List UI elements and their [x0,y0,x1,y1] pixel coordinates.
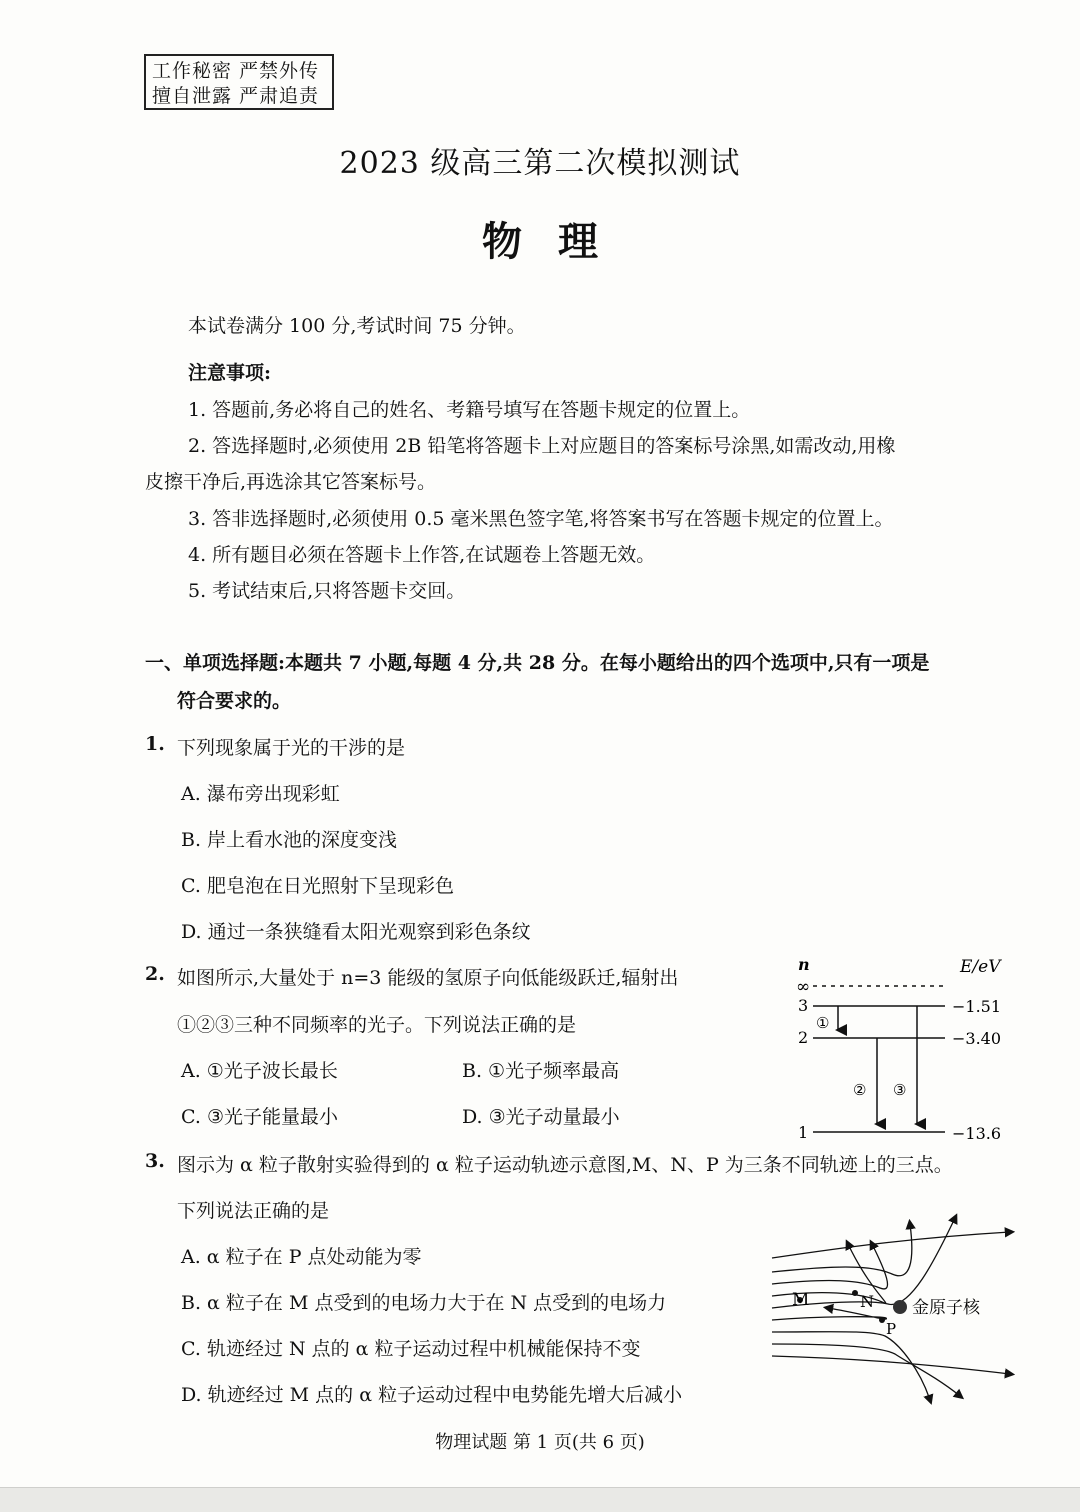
note-item: 4. 所有题目必须在答题卡上作答,在试题卷上答题无效。 [188,544,656,566]
point-p-label: P [886,1320,897,1338]
point-p [879,1317,885,1323]
trajectory-path [772,1344,960,1396]
point-m-label: M [792,1290,810,1310]
level-1-n: 1 [798,1123,809,1142]
question-stem: 图示为 α 粒子散射实验得到的 α 粒子运动轨迹示意图,M、N、P 为三条不同轨迹上的三点。 [177,1154,953,1176]
confidential-notice [144,54,334,110]
option-a: A. α 粒子在 P 点处动能为零 [181,1246,422,1268]
option-d: D. ③光子动量最小 [462,1106,620,1128]
confidential-line-1: 工作秘密 严禁外传 [152,60,320,82]
transition-2-label: ② [853,1081,867,1099]
alpha-scattering-diagram [760,1210,1020,1410]
n-axis-label: n [798,955,810,974]
question-stem-cont: 下列说法正确的是 [177,1200,330,1222]
level-2-energy: −3.40 [952,1029,1002,1048]
level-2-n: 2 [798,1028,809,1047]
trajectory-path [772,1356,1010,1374]
question-number: 1. [145,733,165,755]
note-item: 1. 答题前,务必将自己的姓名、考籍号填写在答题卡规定的位置上。 [188,399,751,421]
question-stem-cont: ①②③三种不同频率的光子。下列说法正确的是 [177,1014,577,1036]
note-item: 2. 答选择题时,必须使用 2B 铅笔将答题卡上对应题目的答案标号涂黑,如需改动,用橡 [188,435,896,457]
transition-1-label: ① [816,1014,830,1032]
option-b: B. ①光子频率最高 [462,1060,620,1082]
option-b: B. α 粒子在 M 点受到的电场力大于在 N 点受到的电场力 [181,1292,667,1314]
page-bottom-edge [0,1487,1080,1512]
option-b: B. 岸上看水池的深度变浅 [181,829,398,851]
confidential-line-2: 擅自泄露 严肃追责 [152,85,320,107]
notes-heading: 注意事项: [188,362,272,384]
level-1-energy: −13.6 [952,1124,1002,1143]
option-d: D. 轨迹经过 M 点的 α 粒子运动过程中电势能先增大后减小 [181,1384,683,1406]
level-3-n: 3 [798,996,809,1015]
trajectory-path [772,1332,930,1400]
note-item: 5. 考试结束后,只将答题卡交回。 [188,580,466,602]
gold-nucleus [893,1300,907,1314]
option-d: D. 通过一条狭缝看太阳光观察到彩色条纹 [181,921,531,943]
question-number: 2. [145,963,165,985]
section-heading: 一、单项选择题:本题共 7 小题,每题 4 分,共 28 分。在每小题给出的四个选项中,只有一项是 [145,652,930,674]
question-stem: 如图所示,大量处于 n=3 能级的氢原子向低能级跃迁,辐射出 [177,967,679,989]
option-c: C. ③光子能量最小 [181,1106,338,1128]
note-item: 3. 答非选择题时,必须使用 0.5 毫米黑色签字笔,将答案书写在答题卡规定的位置上。 [188,508,894,530]
energy-axis-label: E/eV [960,957,1001,977]
section-heading-cont: 符合要求的。 [177,690,292,712]
page-footer: 物理试题 第 1 页(共 6 页) [435,1432,645,1453]
trajectory-path [772,1224,912,1276]
note-item: 皮擦干净后,再选涂其它答案标号。 [145,471,437,493]
trajectory-path [772,1232,1010,1258]
point-n [852,1290,858,1296]
subject-title: 物理 [482,218,634,265]
option-a: A. 瀑布旁出现彩虹 [181,783,340,805]
point-n-label: N [860,1292,874,1311]
option-a: A. ①光子波长最长 [181,1060,338,1082]
option-c: C. 轨迹经过 N 点的 α 粒子运动过程中机械能保持不变 [181,1338,641,1360]
infinity-label: ∞ [796,977,811,997]
question-stem: 下列现象属于光的干涉的是 [177,737,406,759]
energy-level-diagram [780,950,1020,1150]
gold-nucleus-label: 金原子核 [912,1298,980,1318]
exam-intro: 本试卷满分 100 分,考试时间 75 分钟。 [188,315,526,337]
level-3-energy: −1.51 [952,997,1002,1016]
option-c: C. 肥皂泡在日光照射下呈现彩色 [181,875,454,897]
question-number: 3. [145,1150,165,1172]
exam-title: 2023 级高三第二次模拟测试 [339,146,741,181]
transition-3-label: ③ [893,1081,907,1099]
